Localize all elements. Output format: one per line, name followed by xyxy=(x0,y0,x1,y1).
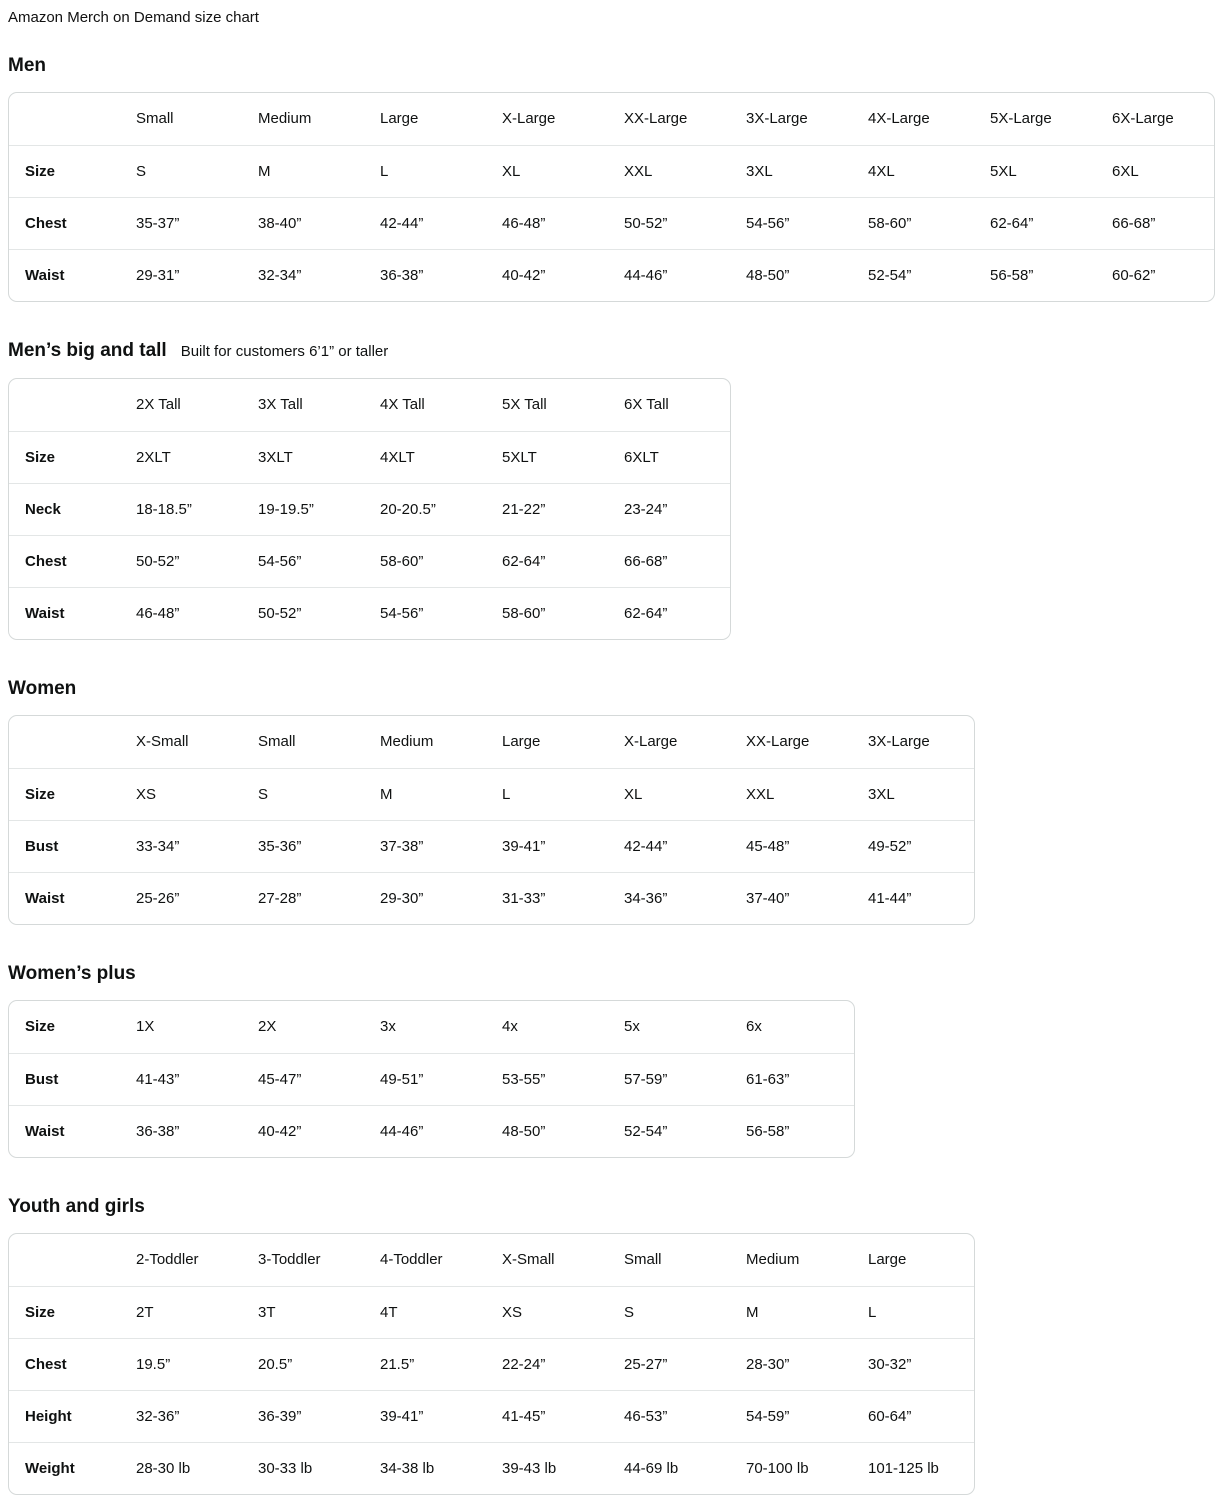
column-header-cell: X-Small xyxy=(502,1251,555,1269)
value-cell: 5XL xyxy=(990,145,1112,197)
table-row xyxy=(9,249,1214,301)
table-row xyxy=(9,1053,854,1105)
youth-and-girls-size-table-card xyxy=(8,1233,975,1495)
column-header-cell: 3X Tall xyxy=(258,396,303,414)
value-cell: 61-63” xyxy=(746,1053,854,1105)
column-header-cell: Large xyxy=(502,733,541,751)
value-cell: 36-39” xyxy=(258,1390,380,1442)
column-header-cell: 4-Toddler xyxy=(380,1251,443,1269)
value-cell: 101-125 lb xyxy=(868,1442,974,1494)
column-header-cell: Small xyxy=(258,733,296,751)
value-cell: 37-38” xyxy=(380,820,502,872)
column-header-cell: Medium xyxy=(746,1251,800,1269)
table-row xyxy=(9,768,974,820)
value-cell: 62-64” xyxy=(990,197,1112,249)
column-header-cell: Medium xyxy=(380,733,434,751)
value-cell: 50-52” xyxy=(258,587,380,639)
column-header-row xyxy=(9,716,974,768)
value-cell: 27-28” xyxy=(258,872,380,924)
value-cell: 2T xyxy=(136,1286,258,1338)
section-men xyxy=(8,53,1214,302)
value-cell: 62-64” xyxy=(502,535,624,587)
section-heading-women-plus: Women’s plus xyxy=(8,963,136,984)
row-label: Size xyxy=(9,768,136,820)
value-cell: 25-26” xyxy=(136,872,258,924)
column-header-row xyxy=(9,379,730,431)
corner-cell xyxy=(9,1234,136,1286)
column-header-cell: 3X-Large xyxy=(746,110,808,128)
value-cell: 54-59” xyxy=(746,1390,868,1442)
value-cell: 3XL xyxy=(868,768,974,820)
value-cell: M xyxy=(746,1286,868,1338)
value-cell: 60-62” xyxy=(1112,249,1214,301)
value-cell: 44-46” xyxy=(380,1105,502,1157)
value-cell: 57-59” xyxy=(624,1053,746,1105)
value-cell: 6XL xyxy=(1112,145,1214,197)
value-cell: 25-27” xyxy=(624,1338,746,1390)
value-cell: 20-20.5” xyxy=(380,483,502,535)
value-cell: 34-36” xyxy=(624,872,746,924)
column-header-row xyxy=(9,93,1214,145)
column-header-cell: XX-Large xyxy=(624,110,688,128)
value-cell: 52-54” xyxy=(868,249,990,301)
men-big-and-tall-size-table xyxy=(9,379,730,639)
value-cell: 50-52” xyxy=(624,197,746,249)
value-cell: 36-38” xyxy=(380,249,502,301)
value-cell: 5x xyxy=(624,1018,640,1036)
value-cell: 66-68” xyxy=(624,535,730,587)
value-cell: L xyxy=(380,145,502,197)
value-cell: 49-51” xyxy=(380,1053,502,1105)
value-cell: 70-100 lb xyxy=(746,1442,868,1494)
value-cell: XS xyxy=(502,1286,624,1338)
value-cell: 38-40” xyxy=(258,197,380,249)
value-cell: 52-54” xyxy=(624,1105,746,1157)
value-cell: 35-37” xyxy=(136,197,258,249)
value-cell: 40-42” xyxy=(258,1105,380,1157)
value-cell: 3XL xyxy=(746,145,868,197)
value-cell: 54-56” xyxy=(380,587,502,639)
value-cell: 54-56” xyxy=(746,197,868,249)
section-women xyxy=(8,676,1214,925)
column-header-cell: XX-Large xyxy=(746,733,810,751)
table-row xyxy=(9,1442,974,1494)
value-cell: 30-33 lb xyxy=(258,1442,380,1494)
column-header-cell: 2-Toddler xyxy=(136,1251,199,1269)
value-cell: 66-68” xyxy=(1112,197,1214,249)
value-cell: 28-30 lb xyxy=(136,1442,258,1494)
table-row xyxy=(9,1001,854,1053)
column-header-cell: 6X Tall xyxy=(624,396,669,414)
men-size-table-card xyxy=(8,92,1215,302)
value-cell: L xyxy=(502,768,624,820)
table-row xyxy=(9,872,974,924)
value-cell: 29-31” xyxy=(136,249,258,301)
column-header-cell: 5X Tall xyxy=(502,396,547,414)
men-big-and-tall-size-table-card xyxy=(8,378,731,640)
value-cell: XL xyxy=(624,768,746,820)
value-cell: 54-56” xyxy=(258,535,380,587)
table-row xyxy=(9,145,1214,197)
value-cell: 42-44” xyxy=(380,197,502,249)
value-cell: 32-36” xyxy=(136,1390,258,1442)
corner-cell xyxy=(9,716,136,768)
value-cell: 2XLT xyxy=(136,431,258,483)
value-cell: 58-60” xyxy=(868,197,990,249)
women-plus-size-table-card xyxy=(8,1000,855,1158)
row-label: Chest xyxy=(9,1338,136,1390)
column-header-cell: X-Large xyxy=(502,110,556,128)
value-cell: 33-34” xyxy=(136,820,258,872)
value-cell: 40-42” xyxy=(502,249,624,301)
column-header-cell: 3X-Large xyxy=(868,733,930,751)
value-cell: 23-24” xyxy=(624,483,730,535)
table-row xyxy=(9,483,730,535)
section-men-big-and-tall xyxy=(8,338,1214,640)
value-cell: 34-38 lb xyxy=(380,1442,502,1494)
table-row xyxy=(9,197,1214,249)
value-cell: 62-64” xyxy=(624,587,730,639)
value-cell: 48-50” xyxy=(746,249,868,301)
value-cell: 21.5” xyxy=(380,1338,502,1390)
section-heading-men-big-and-tall xyxy=(8,338,1214,364)
value-cell: 58-60” xyxy=(380,535,502,587)
value-cell: 22-24” xyxy=(502,1338,624,1390)
row-label: Waist xyxy=(9,249,136,301)
table-row xyxy=(9,1338,974,1390)
value-cell: XXL xyxy=(746,768,868,820)
value-cell: 2X xyxy=(258,1018,277,1036)
section-heading-text: Men’s big and tall xyxy=(8,340,167,361)
column-header-cell: 4X Tall xyxy=(380,396,425,414)
value-cell: 45-48” xyxy=(746,820,868,872)
value-cell: 29-30” xyxy=(380,872,502,924)
column-header-cell: 6X-Large xyxy=(1112,110,1174,128)
column-header-cell: 4X-Large xyxy=(868,110,930,128)
row-label: Neck xyxy=(9,483,136,535)
value-cell: S xyxy=(624,1286,746,1338)
value-cell: XXL xyxy=(624,145,746,197)
value-cell: 60-64” xyxy=(868,1390,974,1442)
value-cell: 21-22” xyxy=(502,483,624,535)
value-cell: 46-48” xyxy=(136,587,258,639)
row-label: Waist xyxy=(9,872,136,924)
section-heading-youth-and-girls: Youth and girls xyxy=(8,1196,145,1217)
column-header-cell: X-Small xyxy=(136,733,189,751)
value-cell: 31-33” xyxy=(502,872,624,924)
value-cell: 42-44” xyxy=(624,820,746,872)
column-header-row xyxy=(9,1234,974,1286)
value-cell: 49-52” xyxy=(868,820,974,872)
value-cell: 3XLT xyxy=(258,431,380,483)
men-size-table xyxy=(9,93,1214,301)
value-cell: M xyxy=(258,145,380,197)
value-cell: M xyxy=(380,768,502,820)
value-cell: 28-30” xyxy=(746,1338,868,1390)
value-cell: 41-43” xyxy=(136,1053,258,1105)
women-size-table xyxy=(9,716,974,924)
value-cell: 46-48” xyxy=(502,197,624,249)
value-cell: 39-43 lb xyxy=(502,1442,624,1494)
value-cell: 45-47” xyxy=(258,1053,380,1105)
table-row xyxy=(9,1105,854,1157)
value-cell: L xyxy=(868,1286,974,1338)
table-row xyxy=(9,820,974,872)
column-header-cell: Small xyxy=(136,110,174,128)
row-label: Weight xyxy=(9,1442,136,1494)
table-row xyxy=(9,535,730,587)
value-cell: 53-55” xyxy=(502,1053,624,1105)
value-cell: 46-53” xyxy=(624,1390,746,1442)
row-label: Chest xyxy=(9,197,136,249)
table-row xyxy=(9,587,730,639)
youth-and-girls-size-table xyxy=(9,1234,974,1494)
corner-cell xyxy=(9,379,136,431)
value-cell: 50-52” xyxy=(136,535,258,587)
row-label: Size xyxy=(9,1286,136,1338)
value-cell: XL xyxy=(502,145,624,197)
value-cell: 4XLT xyxy=(380,431,502,483)
column-header-cell: 5X-Large xyxy=(990,110,1052,128)
section-subtitle: Built for customers 6’1” or taller xyxy=(180,343,389,360)
section-heading-women: Women xyxy=(8,678,77,699)
row-label: Height xyxy=(9,1390,136,1442)
value-cell: 5XLT xyxy=(502,431,624,483)
value-cell: 1X xyxy=(136,1018,155,1036)
value-cell: 19.5” xyxy=(136,1338,258,1390)
value-cell: 48-50” xyxy=(502,1105,624,1157)
women-size-table-card xyxy=(8,715,975,925)
value-cell: 4XL xyxy=(868,145,990,197)
value-cell: 32-34” xyxy=(258,249,380,301)
value-cell: 4T xyxy=(380,1286,502,1338)
column-header-cell: X-Large xyxy=(624,733,678,751)
value-cell: 36-38” xyxy=(136,1105,258,1157)
row-label: Size xyxy=(25,1018,56,1036)
value-cell: 3x xyxy=(380,1018,396,1036)
row-label: Chest xyxy=(9,535,136,587)
corner-cell xyxy=(9,93,136,145)
column-header-cell: Large xyxy=(868,1251,907,1269)
table-row xyxy=(9,1390,974,1442)
value-cell: 56-58” xyxy=(746,1105,854,1157)
row-label: Waist xyxy=(9,587,136,639)
table-row xyxy=(9,1286,974,1338)
women-plus-size-table xyxy=(9,1001,854,1157)
value-cell: 44-46” xyxy=(624,249,746,301)
value-cell: 19-19.5” xyxy=(258,483,380,535)
value-cell: 20.5” xyxy=(258,1338,380,1390)
page-title: Amazon Merch on Demand size chart xyxy=(8,9,259,26)
value-cell: 6x xyxy=(746,1018,762,1036)
value-cell: S xyxy=(258,768,380,820)
value-cell: 41-44” xyxy=(868,872,974,924)
column-header-cell: Large xyxy=(380,110,419,128)
row-label: Size xyxy=(9,431,136,483)
value-cell: 44-69 lb xyxy=(624,1442,746,1494)
value-cell: 56-58” xyxy=(990,249,1112,301)
section-heading-men: Men xyxy=(8,55,46,76)
row-label: Bust xyxy=(9,1053,136,1105)
column-header-cell: Small xyxy=(624,1251,662,1269)
value-cell: 41-45” xyxy=(502,1390,624,1442)
column-header-cell: 3-Toddler xyxy=(258,1251,321,1269)
value-cell: S xyxy=(136,145,258,197)
column-header-cell: Medium xyxy=(258,110,312,128)
section-youth-and-girls xyxy=(8,1194,1214,1495)
value-cell: 58-60” xyxy=(502,587,624,639)
value-cell: 18-18.5” xyxy=(136,483,258,535)
row-label: Waist xyxy=(9,1105,136,1157)
table-row xyxy=(9,431,730,483)
row-label: Bust xyxy=(9,820,136,872)
row-label: Size xyxy=(9,145,136,197)
value-cell: 39-41” xyxy=(380,1390,502,1442)
value-cell: 37-40” xyxy=(746,872,868,924)
column-header-cell: 2X Tall xyxy=(136,396,181,414)
value-cell: 3T xyxy=(258,1286,380,1338)
value-cell: 6XLT xyxy=(624,431,730,483)
value-cell: 30-32” xyxy=(868,1338,974,1390)
value-cell: 39-41” xyxy=(502,820,624,872)
value-cell: XS xyxy=(136,768,258,820)
value-cell: 35-36” xyxy=(258,820,380,872)
section-women-plus xyxy=(8,961,1214,1158)
value-cell: 4x xyxy=(502,1018,518,1036)
